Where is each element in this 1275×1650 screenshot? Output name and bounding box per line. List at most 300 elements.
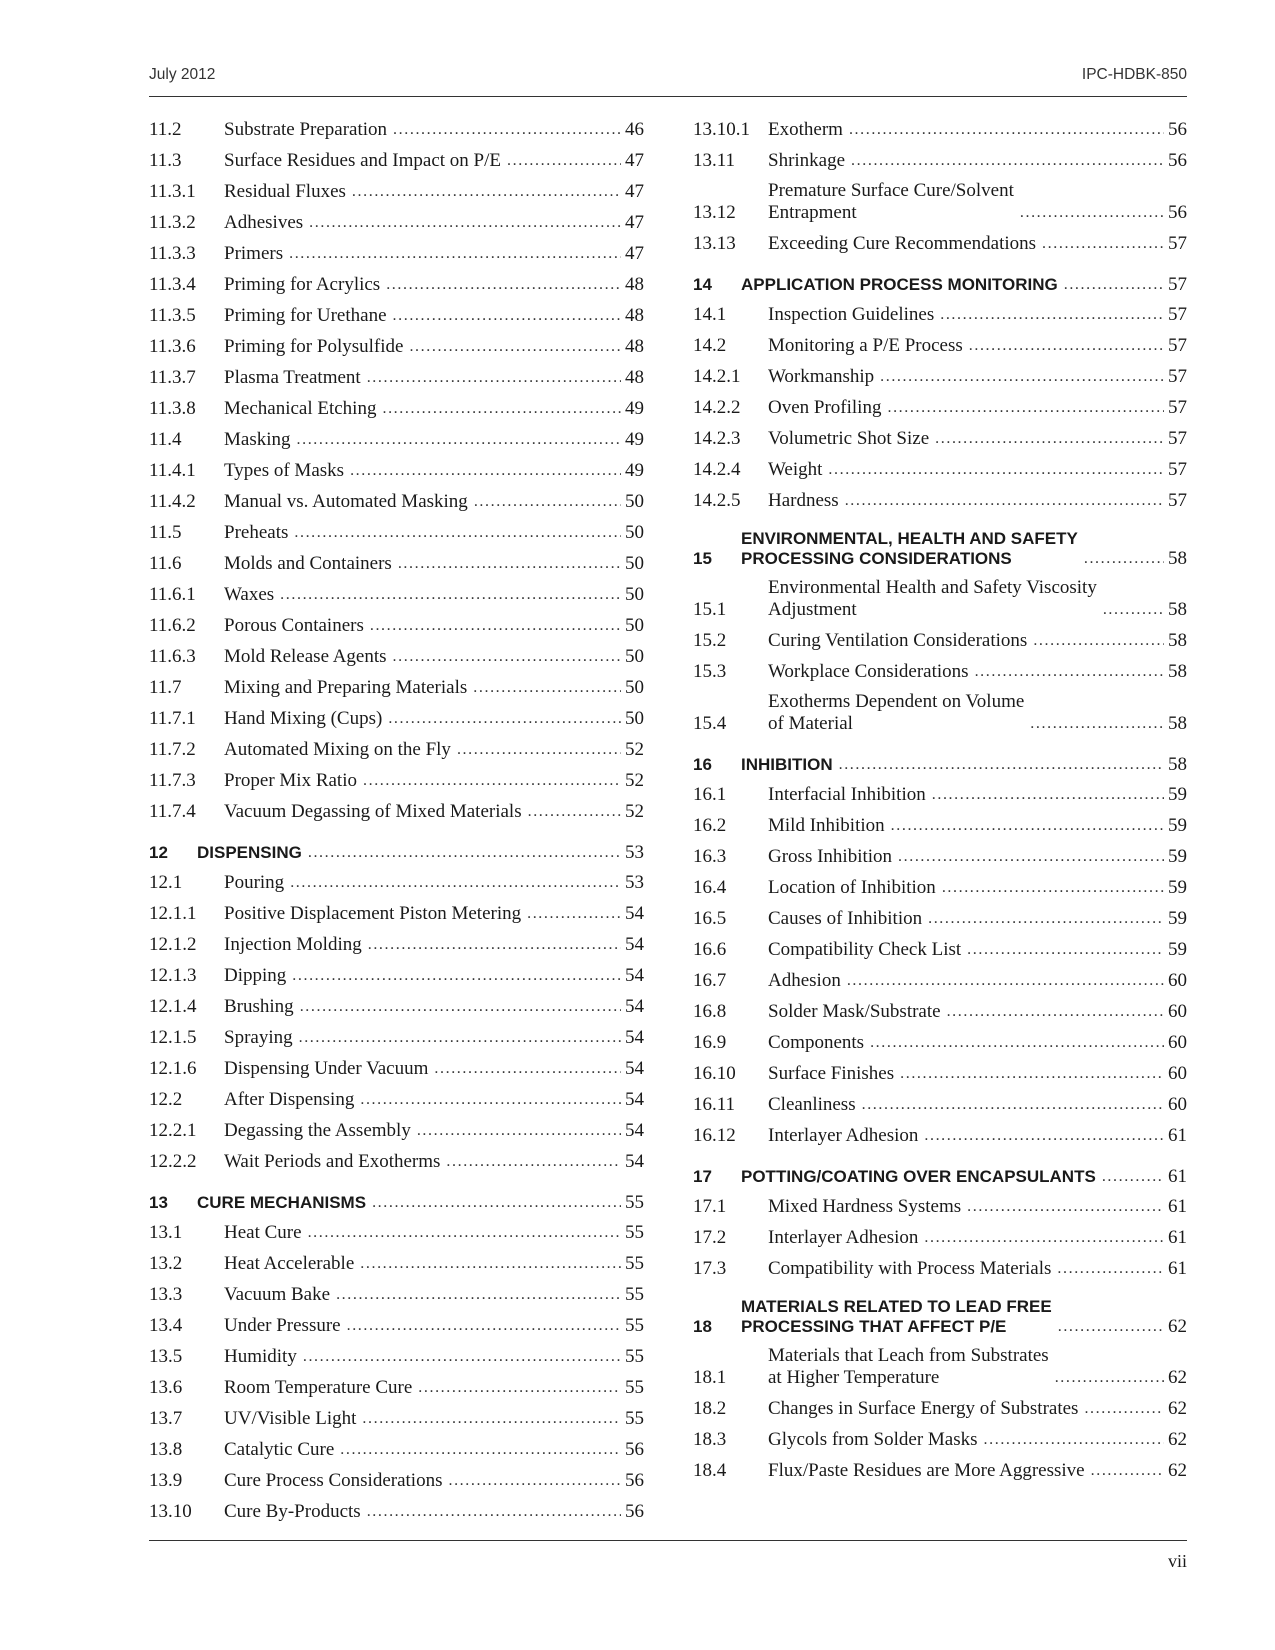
toc-entry[interactable] xyxy=(693,1085,1187,1116)
toc-entry-title: Flux/Paste Residues are More Aggressive xyxy=(768,1460,1085,1481)
toc-entry[interactable] xyxy=(693,110,1187,141)
toc-entry-title: Porous Containers xyxy=(224,615,364,636)
toc-entry-number: 12.1.2 xyxy=(149,934,197,955)
toc-entry-page: 61 xyxy=(1168,1227,1187,1248)
toc-section-heading[interactable] xyxy=(693,264,1187,295)
toc-entry[interactable] xyxy=(693,141,1187,172)
toc-entry-number: 15 xyxy=(693,549,712,568)
dot-leader xyxy=(1084,1398,1164,1420)
toc-entry-page: 49 xyxy=(625,429,644,450)
toc-entry-title: Exotherms Dependent on Volume of Material xyxy=(768,691,1025,734)
toc-entry[interactable] xyxy=(693,295,1187,326)
toc-entry-title: UV/Visible Light xyxy=(224,1408,357,1429)
toc-entry[interactable] xyxy=(149,1492,644,1523)
toc-entry-title: Volumetric Shot Size xyxy=(768,428,930,449)
toc-entry-page: 53 xyxy=(625,872,644,893)
toc-entry-page: 57 xyxy=(1168,274,1187,295)
toc-entry-number: 13.1 xyxy=(149,1222,183,1243)
toc-entry-page: 56 xyxy=(625,1439,644,1460)
toc-entry-number: 16.11 xyxy=(693,1094,736,1115)
toc-entry[interactable] xyxy=(149,389,644,420)
toc-section-heading[interactable] xyxy=(149,1182,644,1213)
toc-entry-page: 56 xyxy=(1168,150,1187,171)
toc-entry-number: 14.1 xyxy=(693,304,727,325)
toc-entry-title: Monitoring a P/E Process xyxy=(768,335,963,356)
dot-leader xyxy=(294,522,621,544)
toc-entry-title: Positive Displacement Piston Metering xyxy=(224,903,522,924)
toc-entry[interactable] xyxy=(149,575,644,606)
toc-entry[interactable] xyxy=(149,699,644,730)
dot-leader xyxy=(393,646,621,668)
toc-entry[interactable] xyxy=(149,863,644,894)
toc-entry-page: 54 xyxy=(625,903,644,924)
toc-entry-number: 15.3 xyxy=(693,661,727,682)
toc-entry[interactable] xyxy=(149,894,644,925)
toc-entry-title: Priming for Acrylics xyxy=(224,274,381,295)
dot-leader xyxy=(388,708,621,730)
toc-entry-title: Hand Mixing (Cups) xyxy=(224,708,383,729)
toc-entry-page: 58 xyxy=(1168,599,1187,620)
dot-leader xyxy=(303,1346,621,1368)
toc-entry[interactable] xyxy=(149,956,644,987)
toc-entry[interactable] xyxy=(149,1461,644,1492)
toc-entry-number: 12.1 xyxy=(149,872,183,893)
toc-entry-number: 12.1.3 xyxy=(149,965,197,986)
toc-entry-page: 57 xyxy=(1168,335,1187,356)
toc-entry-page: 50 xyxy=(625,677,644,698)
toc-entry-page: 50 xyxy=(625,646,644,667)
toc-entry-title: Interlayer Adhesion xyxy=(768,1227,919,1248)
toc-entry[interactable] xyxy=(149,513,644,544)
toc-entry-page: 48 xyxy=(625,274,644,295)
toc-entry[interactable] xyxy=(693,652,1187,683)
dot-leader xyxy=(924,1125,1164,1147)
dot-leader xyxy=(350,460,621,482)
toc-entry-title: Exotherm xyxy=(768,119,843,140)
toc-entry-number: 11.3.3 xyxy=(149,243,196,264)
toc-entry-title: Interfacial Inhibition xyxy=(768,784,926,805)
toc-entry-page: 56 xyxy=(625,1501,644,1522)
toc-entry-number: 17.1 xyxy=(693,1196,727,1217)
toc-entry-number: 18.3 xyxy=(693,1429,727,1450)
toc-entry[interactable] xyxy=(149,1018,644,1049)
toc-entry-number: 11.7 xyxy=(149,677,182,698)
toc-entry-title: Under Pressure xyxy=(224,1315,341,1336)
toc-entry[interactable] xyxy=(693,357,1187,388)
dot-leader xyxy=(870,1032,1164,1054)
toc-entry-page: 47 xyxy=(625,212,644,233)
toc-entry[interactable] xyxy=(149,1399,644,1430)
toc-entry[interactable] xyxy=(693,481,1187,512)
toc-entry-title: Injection Molding xyxy=(224,934,362,955)
dot-leader xyxy=(507,150,621,172)
dot-leader xyxy=(887,397,1164,419)
dot-leader xyxy=(947,1001,1164,1023)
toc-entry[interactable] xyxy=(149,1142,644,1173)
dot-leader xyxy=(418,1377,621,1399)
toc-entry[interactable] xyxy=(149,110,644,141)
dot-leader xyxy=(862,1094,1164,1116)
toc-entry[interactable] xyxy=(149,668,644,699)
toc-entry[interactable] xyxy=(149,925,644,956)
toc-entry-title: Proper Mix Ratio xyxy=(224,770,357,791)
toc-entry[interactable] xyxy=(149,203,644,234)
toc-entry-page: 50 xyxy=(625,584,644,605)
toc-entry-title: Materials that Leach from Substrates at Higher Temperature xyxy=(768,1345,1049,1388)
toc-entry-title: Waxes xyxy=(224,584,275,605)
toc-entry-number: 16.3 xyxy=(693,846,727,867)
toc-entry-title: Spraying xyxy=(224,1027,293,1048)
dot-leader xyxy=(372,1193,621,1213)
dot-leader xyxy=(297,429,622,451)
toc-section-heading[interactable] xyxy=(693,1289,1187,1337)
toc-entry-title: Pouring xyxy=(224,872,285,893)
toc-entry[interactable] xyxy=(149,1080,644,1111)
toc-entry-title: Inspection Guidelines xyxy=(768,304,935,325)
dot-leader xyxy=(935,428,1164,450)
toc-entry-page: 62 xyxy=(1168,1316,1187,1337)
toc-entry-number: 16.5 xyxy=(693,908,727,929)
toc-entry-page: 47 xyxy=(625,150,644,171)
toc-entry-page: 60 xyxy=(1168,1001,1187,1022)
toc-entry[interactable] xyxy=(693,1023,1187,1054)
dot-leader xyxy=(473,677,621,699)
toc-entry[interactable] xyxy=(149,1213,644,1244)
dot-leader xyxy=(347,1315,621,1337)
toc-entry[interactable] xyxy=(693,1451,1187,1482)
toc-entry-page: 57 xyxy=(1168,233,1187,254)
toc-entry-title: APPLICATION PROCESS MONITORING xyxy=(741,275,1058,294)
toc-entry-page: 55 xyxy=(625,1284,644,1305)
toc-entry[interactable] xyxy=(693,1389,1187,1420)
dot-leader xyxy=(308,843,621,863)
toc-entry[interactable] xyxy=(149,327,644,358)
dot-leader xyxy=(308,1222,621,1244)
toc-entry-title: Mechanical Etching xyxy=(224,398,377,419)
dot-leader xyxy=(1084,549,1164,569)
toc-entry-number: 14.2 xyxy=(693,335,727,356)
toc-entry-number: 13.9 xyxy=(149,1470,183,1491)
toc-entry[interactable] xyxy=(149,730,644,761)
toc-entry-number: 11.2 xyxy=(149,119,182,140)
toc-entry-title: Catalytic Cure xyxy=(224,1439,335,1460)
toc-entry-page: 54 xyxy=(625,1058,644,1079)
toc-entry[interactable] xyxy=(149,141,644,172)
toc-entry[interactable] xyxy=(149,451,644,482)
toc-column-left xyxy=(149,110,644,1523)
toc-entry[interactable] xyxy=(149,1306,644,1337)
toc-entry-number: 14.2.4 xyxy=(693,459,741,480)
dot-leader xyxy=(891,815,1164,837)
toc-entry[interactable] xyxy=(149,987,644,1018)
toc-entry[interactable] xyxy=(693,1116,1187,1147)
toc-entry-title: Substrate Preparation xyxy=(224,119,388,140)
toc-entry[interactable] xyxy=(693,899,1187,930)
dot-leader xyxy=(368,934,621,956)
toc-entry[interactable] xyxy=(149,637,644,668)
toc-entry[interactable] xyxy=(149,761,644,792)
toc-section-heading[interactable] xyxy=(149,832,644,863)
dot-leader xyxy=(336,1284,621,1306)
toc-entry-title: Molds and Containers xyxy=(224,553,392,574)
toc-entry-page: 50 xyxy=(625,522,644,543)
toc-entry-page: 50 xyxy=(625,491,644,512)
toc-entry-number: 11.7.1 xyxy=(149,708,196,729)
toc-entry-page: 47 xyxy=(625,181,644,202)
toc-section-heading[interactable] xyxy=(693,744,1187,775)
dot-leader xyxy=(528,801,621,823)
toc-entry-page: 58 xyxy=(1168,548,1187,569)
toc-entry-title: DISPENSING xyxy=(197,843,302,862)
dot-leader xyxy=(280,584,621,606)
toc-entry[interactable] xyxy=(149,296,644,327)
toc-entry[interactable] xyxy=(149,1049,644,1080)
dot-leader xyxy=(386,274,621,296)
toc-entry-page: 62 xyxy=(1168,1398,1187,1419)
toc-entry-number: 11.7.3 xyxy=(149,770,196,791)
toc-entry[interactable] xyxy=(149,482,644,513)
dot-leader xyxy=(940,304,1164,326)
dot-leader xyxy=(900,1063,1164,1085)
toc-entry-title: Brushing xyxy=(224,996,294,1017)
toc-entry-title: Exceeding Cure Recommendations xyxy=(768,233,1037,254)
toc-entry-number: 18.4 xyxy=(693,1460,727,1481)
toc-entry-number: 11.3.8 xyxy=(149,398,196,419)
toc-entry[interactable] xyxy=(693,1249,1187,1280)
toc-entry-page: 48 xyxy=(625,367,644,388)
toc-entry[interactable] xyxy=(149,1275,644,1306)
toc-entry-number: 13.4 xyxy=(149,1315,183,1336)
toc-entry-title: Solder Mask/Substrate xyxy=(768,1001,941,1022)
toc-entry-page: 60 xyxy=(1168,1032,1187,1053)
toc-entry-page: 59 xyxy=(1168,908,1187,929)
toc-entry[interactable] xyxy=(149,420,644,451)
toc-entry-title: Manual vs. Automated Masking xyxy=(224,491,468,512)
dot-leader xyxy=(1030,713,1164,735)
toc-entry-title: Gross Inhibition xyxy=(768,846,893,867)
toc-entry-title: Cure By-Products xyxy=(224,1501,361,1522)
toc-entry-page: 46 xyxy=(625,119,644,140)
dot-leader xyxy=(340,1439,621,1461)
toc-entry-page: 59 xyxy=(1168,939,1187,960)
toc-entry[interactable] xyxy=(149,606,644,637)
toc-entry-number: 16.9 xyxy=(693,1032,727,1053)
dot-leader xyxy=(851,150,1164,172)
toc-entry-number: 13.8 xyxy=(149,1439,183,1460)
toc-entry-number: 13.10 xyxy=(149,1501,192,1522)
toc-entry-number: 18 xyxy=(693,1317,712,1336)
dot-leader xyxy=(417,1120,621,1142)
toc-entry-title: INHIBITION xyxy=(741,755,833,774)
toc-entry[interactable] xyxy=(693,1337,1187,1389)
toc-entry-page: 54 xyxy=(625,1089,644,1110)
toc-entry-number: 12.1.6 xyxy=(149,1058,197,1079)
toc-entry[interactable] xyxy=(149,1337,644,1368)
toc-entry-number: 11.3.2 xyxy=(149,212,196,233)
toc-entry-number: 11.6.2 xyxy=(149,615,196,636)
toc-entry[interactable] xyxy=(149,358,644,389)
toc-entry-page: 47 xyxy=(625,243,644,264)
dot-leader xyxy=(289,243,621,265)
toc-entry-number: 14.2.1 xyxy=(693,366,741,387)
toc-entry-page: 49 xyxy=(625,398,644,419)
toc-entry-title: Surface Finishes xyxy=(768,1063,895,1084)
toc-entry[interactable] xyxy=(149,172,644,203)
toc-entry[interactable] xyxy=(693,868,1187,899)
toc-entry-number: 13.6 xyxy=(149,1377,183,1398)
toc-entry-page: 61 xyxy=(1168,1196,1187,1217)
dot-leader xyxy=(924,1227,1164,1249)
toc-entry-number: 12.2.2 xyxy=(149,1151,197,1172)
dot-leader xyxy=(457,739,621,761)
toc-entry-title: ENVIRONMENTAL, HEALTH AND SAFETY PROCESSING CONSIDERATIONS xyxy=(741,529,1078,568)
toc-entry-page: 55 xyxy=(625,1192,644,1213)
toc-entry-number: 11.3.7 xyxy=(149,367,196,388)
toc-entry-title: Surface Residues and Impact on P/E xyxy=(224,150,502,171)
toc-entry-number: 16.10 xyxy=(693,1063,736,1084)
dot-leader xyxy=(984,1429,1164,1451)
toc-entry-page: 58 xyxy=(1168,713,1187,734)
toc-entry-title: Components xyxy=(768,1032,865,1053)
toc-entry[interactable] xyxy=(693,1218,1187,1249)
toc-entry[interactable] xyxy=(693,961,1187,992)
dot-leader xyxy=(360,1253,621,1275)
toc-entry-title: Location of Inhibition xyxy=(768,877,936,898)
toc-entry-title: Preheats xyxy=(224,522,289,543)
toc-entry-number: 15.1 xyxy=(693,599,727,620)
toc-entry-page: 50 xyxy=(625,708,644,729)
toc-entry-number: 17.3 xyxy=(693,1258,727,1279)
toc-entry[interactable] xyxy=(693,683,1187,735)
toc-entry-title: Residual Fluxes xyxy=(224,181,346,202)
toc-entry-number: 13.11 xyxy=(693,150,736,171)
toc-entry-title: Environmental Health and Safety Viscosity Adjustment xyxy=(768,577,1097,620)
dot-leader xyxy=(1058,1317,1164,1337)
toc-entry-title: Plasma Treatment xyxy=(224,367,361,388)
toc-entry[interactable] xyxy=(693,172,1187,224)
page-number: vii xyxy=(1167,1551,1187,1571)
toc-entry-title: Mixed Hardness Systems xyxy=(768,1196,962,1217)
toc-entry[interactable] xyxy=(693,1187,1187,1218)
toc-entry-page: 60 xyxy=(1168,970,1187,991)
toc-entry-number: 18.1 xyxy=(693,1367,727,1388)
dot-leader xyxy=(527,903,621,925)
toc-entry[interactable] xyxy=(693,992,1187,1023)
toc-entry[interactable] xyxy=(693,569,1187,621)
toc-entry[interactable] xyxy=(693,450,1187,481)
toc-entry[interactable] xyxy=(693,1054,1187,1085)
toc-entry-number: 11.3 xyxy=(149,150,182,171)
toc-entry[interactable] xyxy=(149,234,644,265)
toc-entry-page: 55 xyxy=(625,1377,644,1398)
toc-entry-title: Premature Surface Cure/Solvent Entrapment xyxy=(768,180,1014,223)
toc-entry-page: 61 xyxy=(1168,1258,1187,1279)
toc-entry-title: Adhesion xyxy=(768,970,841,991)
toc-entry-number: 11.3.1 xyxy=(149,181,196,202)
dot-leader xyxy=(880,366,1164,388)
toc-entry-number: 11.3.6 xyxy=(149,336,196,357)
toc-entry-page: 54 xyxy=(625,996,644,1017)
toc-entry-number: 16.6 xyxy=(693,939,727,960)
toc-entry-number: 16.12 xyxy=(693,1125,736,1146)
toc-entry-title: Mixing and Preparing Materials xyxy=(224,677,468,698)
toc-entry-number: 11.6.1 xyxy=(149,584,196,605)
toc-entry-page: 54 xyxy=(625,1120,644,1141)
toc-entry-page: 57 xyxy=(1168,397,1187,418)
toc-entry-number: 16.8 xyxy=(693,1001,727,1022)
toc-entry-title: Automated Mixing on the Fly xyxy=(224,739,451,760)
toc-entry-number: 17 xyxy=(693,1167,712,1186)
toc-entry-title: CURE MECHANISMS xyxy=(197,1193,367,1212)
toc-entry-number: 14 xyxy=(693,275,712,294)
toc-entry-page: 55 xyxy=(625,1346,644,1367)
toc-entry[interactable] xyxy=(693,419,1187,450)
toc-entry[interactable] xyxy=(693,930,1187,961)
toc-entry-page: 57 xyxy=(1168,459,1187,480)
toc-entry[interactable] xyxy=(149,1244,644,1275)
toc-entry-page: 55 xyxy=(625,1408,644,1429)
dot-leader xyxy=(828,459,1164,481)
toc-entry[interactable] xyxy=(693,1420,1187,1451)
toc-entry-number: 13.5 xyxy=(149,1346,183,1367)
dot-leader xyxy=(434,1058,621,1080)
toc-entry-page: 52 xyxy=(625,801,644,822)
dot-leader xyxy=(448,1470,621,1492)
toc-section-heading[interactable] xyxy=(693,521,1187,569)
toc-entry-page: 58 xyxy=(1168,754,1187,775)
toc-entry-title: Workplace Considerations xyxy=(768,661,969,682)
toc-entry[interactable] xyxy=(149,1430,644,1461)
toc-entry[interactable] xyxy=(149,1111,644,1142)
toc-column-right xyxy=(693,110,1187,1482)
toc-entry[interactable] xyxy=(149,544,644,575)
toc-entry[interactable] xyxy=(693,837,1187,868)
dot-leader xyxy=(393,305,621,327)
toc-entry[interactable] xyxy=(149,265,644,296)
toc-entry[interactable] xyxy=(693,388,1187,419)
toc-entry-number: 12 xyxy=(149,843,168,862)
toc-entry-page: 50 xyxy=(625,615,644,636)
toc-entry-page: 62 xyxy=(1168,1367,1187,1388)
toc-entry-title: Priming for Urethane xyxy=(224,305,387,326)
dot-leader xyxy=(928,908,1164,930)
toc-entry-number: 11.7.4 xyxy=(149,801,196,822)
toc-entry-title: Vacuum Bake xyxy=(224,1284,331,1305)
toc-entry-page: 58 xyxy=(1168,630,1187,651)
toc-entry-page: 52 xyxy=(625,770,644,791)
toc-entry[interactable] xyxy=(693,806,1187,837)
toc-entry[interactable] xyxy=(693,775,1187,806)
toc-section-heading[interactable] xyxy=(693,1156,1187,1187)
toc-entry[interactable] xyxy=(149,792,644,823)
toc-entry-title: Room Temperature Cure xyxy=(224,1377,413,1398)
toc-entry[interactable] xyxy=(149,1368,644,1399)
toc-entry-page: 59 xyxy=(1168,815,1187,836)
toc-entry-page: 52 xyxy=(625,739,644,760)
toc-entry-page: 60 xyxy=(1168,1063,1187,1084)
toc-entry[interactable] xyxy=(693,621,1187,652)
toc-entry-page: 62 xyxy=(1168,1460,1187,1481)
toc-entry-title: Degassing the Assembly xyxy=(224,1120,411,1141)
dot-leader xyxy=(474,491,621,513)
toc-entry[interactable] xyxy=(693,224,1187,255)
toc-entry-number: 13 xyxy=(149,1193,168,1212)
toc-entry[interactable] xyxy=(693,326,1187,357)
toc-entry-page: 53 xyxy=(625,842,644,863)
toc-entry-page: 59 xyxy=(1168,846,1187,867)
dot-leader xyxy=(393,119,621,141)
toc-entry-title: After Dispensing xyxy=(224,1089,355,1110)
